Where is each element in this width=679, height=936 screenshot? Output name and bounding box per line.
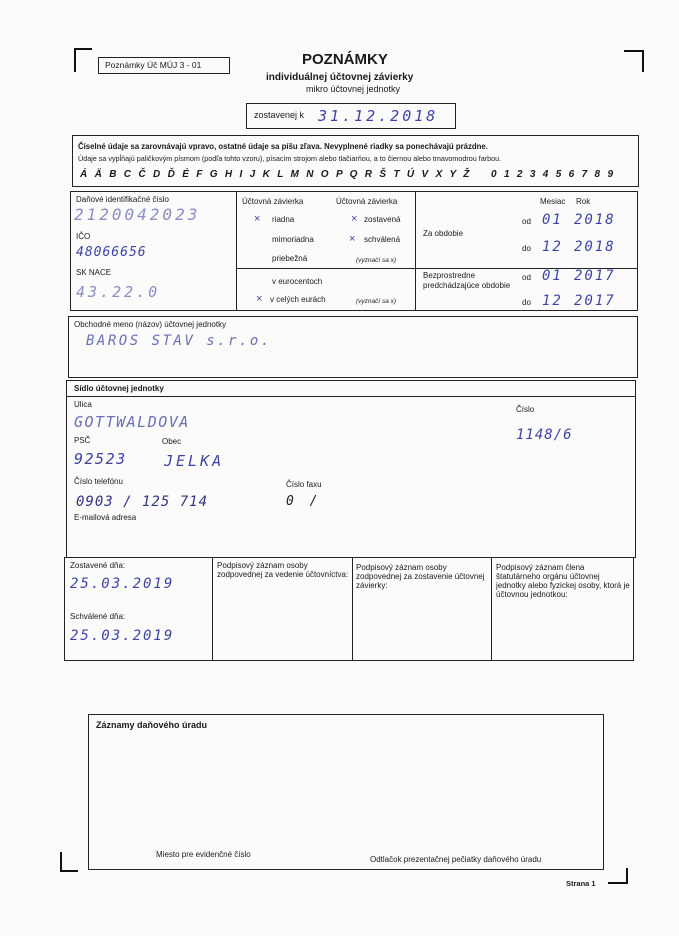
instructions-letters: Á Ä B C Č D Ď É F G H I J K L M N O P Q R Š T Ú V X Y Ž (80, 169, 472, 180)
cur-to-label: do (522, 244, 531, 253)
divider (352, 557, 353, 661)
month-header: Mesiac (540, 197, 566, 206)
registration-number-place: Miesto pre evidenčné číslo (156, 850, 251, 859)
closure-type-title: Účtovná závierka (242, 197, 304, 206)
signature-statutory: Podpisový záznam člena štatutárneho orgánu účtovnej jednotky alebo fyzickej osoby, ktorá je účtovnou jednotkou: (496, 563, 630, 599)
stamp-place: Odtlačok prezentačnej pečiatky daňového úradu (370, 855, 542, 864)
dic-value: 2120042023 (74, 205, 201, 224)
corner-mark-bottom-left (60, 852, 78, 872)
company-name-label: Obchodné meno (názov) účtovnej jednotky (74, 320, 227, 329)
prev-to-year: 2017 (574, 293, 616, 309)
closure-compiled: zostavená (364, 215, 401, 224)
compiled-on-value: 25.03.2019 (70, 576, 175, 592)
approved-on-label: Schválené dňa: (70, 612, 126, 621)
checkbox-compiled-mark: × (351, 213, 358, 225)
phone-value: 0903 / 125 714 (76, 494, 209, 510)
closure-status-title: Účtovná závierka (336, 197, 398, 206)
street-value: GOTTWALDOVA (74, 413, 190, 431)
currency-cents: v eurocentoch (272, 277, 323, 286)
psc-label: PSČ (74, 436, 91, 445)
instructions-digits: 0 1 2 3 4 5 6 7 8 9 (491, 169, 616, 180)
prev-to-month: 12 (542, 293, 563, 309)
form-code: Poznámky Úč MÚJ 3 - 01 (105, 60, 202, 70)
approved-on-value: 25.03.2019 (70, 628, 175, 644)
mark-note-2: (vyznačí sa x) (356, 298, 397, 305)
corner-mark-top-right (624, 50, 644, 72)
compiled-date-value: 31.12.2018 (318, 107, 439, 125)
cur-from-year: 2018 (574, 212, 616, 228)
ico-value: 48066656 (76, 245, 147, 260)
town-label: Obec (162, 437, 182, 446)
sknace-label: SK NACE (76, 268, 112, 277)
previous-period-label: Bezprostredne predchádzajúce obdobie (423, 271, 511, 290)
compiled-on-label: Zostavené dňa: (70, 561, 126, 570)
tax-office-box (88, 714, 604, 870)
company-name-value: BAROS STAV s.r.o. (86, 333, 272, 349)
page-number: Strana 1 (566, 879, 596, 888)
page-title: POZNÁMKY (302, 51, 388, 68)
cur-to-month: 12 (542, 239, 563, 255)
checkbox-regular-mark: × (254, 213, 261, 225)
sknace-value: 43.22.0 (76, 283, 161, 301)
phone-label: Číslo telefónu (74, 477, 123, 486)
cur-to-year: 2018 (574, 239, 616, 255)
corner-mark-bottom-right (608, 868, 628, 884)
divider (212, 557, 213, 661)
number-value: 1148/6 (516, 427, 573, 443)
seat-box (66, 380, 636, 558)
number-label: Číslo (516, 405, 535, 414)
compiled-date-label: zostavenej k (254, 110, 305, 120)
instructions-line2: Údaje sa vypĺňajú paličkovým písmom (podľa tohto vzoru), písacím strojom alebo tlačiarňou, a to čiernou alebo tmavomodrou farbou. (78, 154, 502, 163)
divider (415, 191, 416, 311)
year-header: Rok (576, 197, 591, 206)
cur-from-label: od (522, 217, 531, 226)
divider (491, 557, 492, 661)
fax-label: Číslo faxu (286, 480, 322, 489)
street-label: Ulica (74, 400, 92, 409)
page-subtitle: individuálnej účtovnej závierky (266, 72, 414, 83)
corner-mark-top-left (74, 48, 92, 72)
fax-value: 0 / (286, 494, 322, 509)
ico-label: IČO (76, 232, 91, 241)
signature-accounting: Podpisový záznam osoby zodpovednej za vedenie účtovníctva: (217, 561, 349, 579)
signature-compiler: Podpisový záznam osoby zodpovednej za zostavenie účtovnej závierky: (356, 563, 485, 590)
mark-note: (vyznačí sa x) (356, 257, 397, 264)
email-label: E-mailová adresa (74, 513, 137, 522)
cur-from-month: 01 (542, 212, 563, 228)
seat-section-title: Sídlo účtovnej jednotky (74, 384, 164, 393)
page-subtitle-2: mikro účtovnej jednotky (306, 84, 401, 94)
checkbox-approved-mark: × (349, 233, 356, 245)
divider (66, 396, 636, 397)
current-period-label: Za obdobie (423, 229, 464, 238)
instructions-line1: Číselné údaje sa zarovnávajú vpravo, ostatné údaje sa píšu zľava. Nevyplnené riadky sa ponechávajú prázdne. (78, 142, 488, 151)
prev-to-label: do (522, 298, 531, 307)
prev-from-month: 01 (542, 268, 563, 284)
currency-whole-euro: v celých eurách (270, 295, 326, 304)
dic-label: Daňové identifikačné číslo (76, 195, 169, 204)
divider (236, 191, 237, 311)
psc-value: 92523 (74, 450, 127, 468)
town-value: JELKA (164, 452, 225, 470)
closure-interim: priebežná (272, 254, 308, 263)
closure-extraordinary: mimoriadna (272, 235, 314, 244)
prev-from-year: 2017 (574, 268, 616, 284)
tax-office-title: Záznamy daňového úradu (96, 720, 208, 730)
prev-from-label: od (522, 273, 531, 282)
closure-approved: schválená (364, 235, 401, 244)
closure-regular: riadna (272, 215, 295, 224)
checkbox-whole-euro-mark: × (256, 293, 263, 305)
